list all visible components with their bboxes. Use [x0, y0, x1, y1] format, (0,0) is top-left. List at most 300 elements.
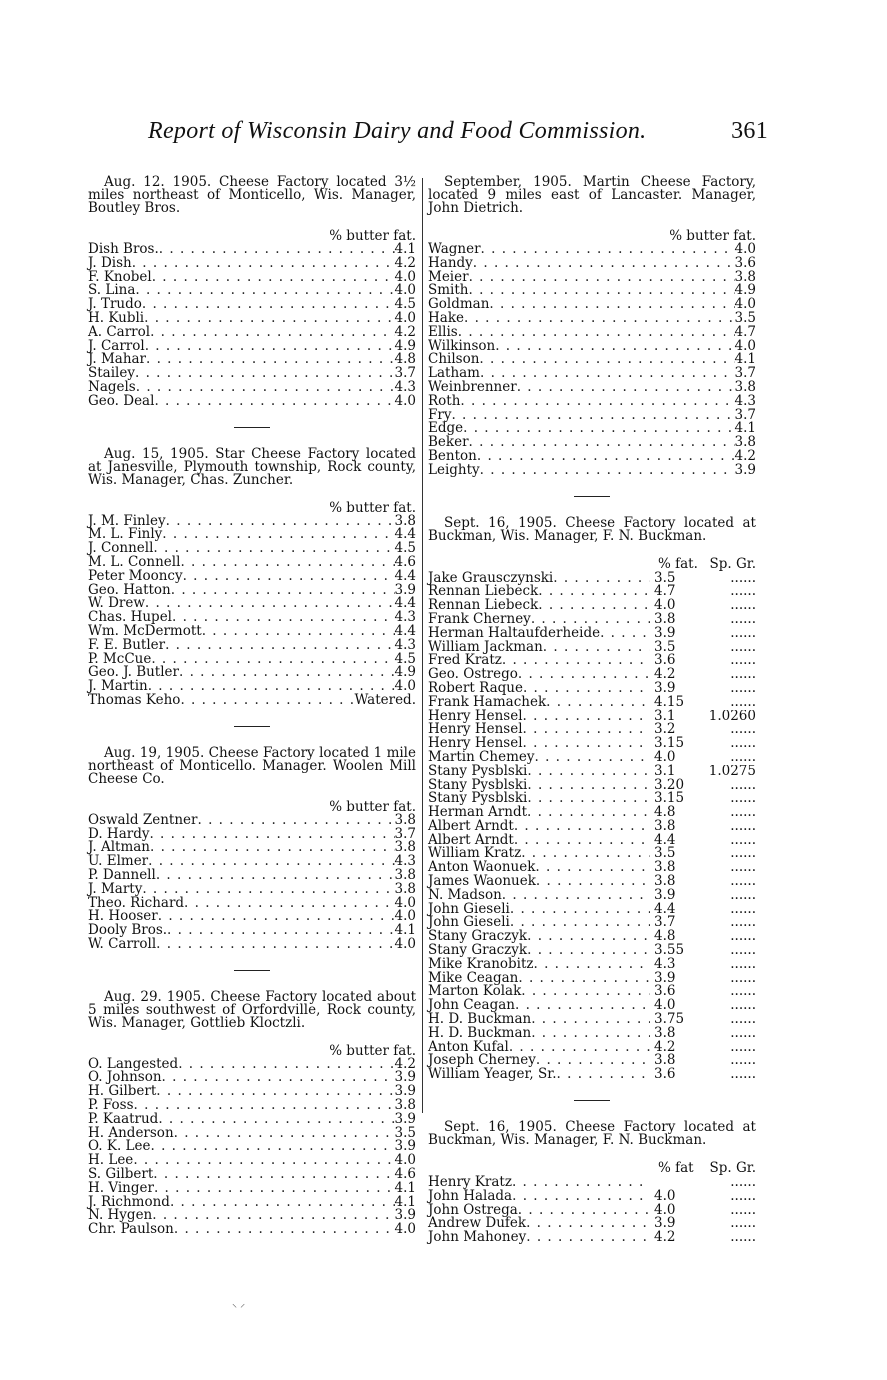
- fat-value: 4.3: [394, 636, 416, 653]
- specific-gravity: ......: [730, 1176, 756, 1190]
- specific-gravity: ......: [730, 833, 756, 848]
- fat-value: 3.6: [654, 1066, 676, 1083]
- patron-name: John Gieseli: [428, 914, 510, 931]
- section-intro: Aug. 29. 1905. Cheese Factory located about 5 miles southwest of Orfordville, Rock county, Wis. Manager, Gottlieb Kloctzli.: [88, 988, 416, 1031]
- fat-value: 4.8: [394, 351, 416, 368]
- fat-value: 3.9: [394, 1069, 416, 1086]
- leader-dots: [146, 353, 395, 367]
- specific-gravity: ......: [730, 737, 756, 751]
- patron-name: N. Hygen: [88, 1207, 153, 1224]
- patron-name: Henry Hensel: [428, 735, 523, 752]
- table-row: [88, 1085, 416, 1099]
- patron-name: F. E. Butler: [88, 636, 166, 653]
- fat-value: 4.2: [394, 1055, 416, 1072]
- patron-name: Beker: [428, 434, 469, 451]
- patron-name: H. Anderson: [88, 1124, 174, 1141]
- table-row: [428, 436, 756, 450]
- fat-value: 3.8: [394, 880, 416, 897]
- patron-name: J. Marty: [88, 880, 143, 897]
- patron-name: Jake Grausczynski: [428, 569, 554, 586]
- patron-name: O. Langested: [88, 1055, 179, 1072]
- patron-name: Mike Ceagan: [428, 969, 519, 986]
- table-row: [428, 422, 756, 436]
- table-row: [88, 935, 416, 952]
- leader-dots: [133, 1154, 394, 1168]
- leader-dots: [502, 654, 650, 668]
- specific-gravity: ......: [730, 668, 756, 682]
- fat-value: 3.1: [654, 762, 676, 779]
- leader-dots: [531, 1027, 650, 1041]
- leader-dots: [174, 1127, 395, 1141]
- leader-dots: [458, 326, 735, 340]
- fat-value: 4.0: [734, 241, 756, 257]
- patron-name: Goldman: [428, 296, 490, 313]
- leader-dots: [515, 999, 650, 1013]
- leader-dots: [180, 556, 394, 570]
- fat-value: 4.0: [394, 309, 416, 326]
- leader-dots: [464, 312, 735, 326]
- patron-name: Albert Arndt: [428, 831, 514, 848]
- fat-value: 3.5: [394, 1124, 416, 1141]
- leader-dots: [480, 464, 735, 478]
- fat-value: 4.0: [394, 282, 416, 299]
- patron-name: John Gieseli: [428, 900, 510, 917]
- fat-value: 3.8: [734, 434, 756, 451]
- leader-dots: [527, 930, 650, 944]
- leader-dots: [543, 641, 650, 655]
- specific-gravity: ......: [730, 571, 756, 586]
- fat-value: 3.8: [654, 1024, 676, 1041]
- specific-gravity: ......: [730, 944, 756, 958]
- patron-name: Meier: [428, 268, 469, 285]
- butter-fat-header: % butter fat.: [329, 1042, 416, 1059]
- fat-value: 4.8: [654, 804, 676, 821]
- leader-dots: [451, 409, 734, 423]
- patron-name: Chr. Paulson: [88, 1221, 174, 1238]
- table-row: [88, 392, 416, 409]
- leader-dots: [527, 779, 650, 793]
- section-separator: [574, 1100, 610, 1101]
- leader-dots: [197, 814, 394, 828]
- patron-name: W. Drew: [88, 595, 145, 612]
- fat-value: 4.9: [734, 282, 756, 299]
- table-row: [88, 1223, 416, 1237]
- patron-name: O. K. Lee: [88, 1138, 151, 1155]
- gravity-header: Sp. Gr.: [709, 555, 756, 572]
- leader-dots: [162, 528, 394, 542]
- patron-name: Frank Cherney: [428, 610, 531, 627]
- table-row: [428, 392, 756, 409]
- fat-value: 3.8: [394, 811, 416, 828]
- section-separator: [234, 970, 270, 971]
- patron-name: H. D. Buckman: [428, 1011, 532, 1028]
- fat-value: 3.9: [734, 461, 756, 478]
- leader-dots: [534, 751, 650, 765]
- patron-name: Stany Graczyk: [428, 942, 528, 959]
- fat-value: 4.3: [394, 853, 416, 870]
- leader-dots: [145, 597, 395, 611]
- table-row: [428, 309, 756, 326]
- patron-name: Marton Kolak: [428, 983, 522, 1000]
- patron-name: Benton: [428, 447, 477, 464]
- leader-dots: [154, 1182, 395, 1196]
- specific-gravity: ......: [730, 999, 756, 1014]
- patron-name: D. Hardy: [88, 825, 150, 842]
- patron-name: Chilson: [428, 351, 480, 368]
- fat-value: 3.9: [394, 1138, 416, 1155]
- fat-value: 4.3: [654, 955, 676, 972]
- fat-value: 3.15: [654, 735, 685, 752]
- fat-header: % fat: [658, 1160, 694, 1177]
- leader-dots: [179, 666, 395, 680]
- specific-gravity: 1.0275: [708, 764, 756, 779]
- fat-value: 3.20: [654, 776, 685, 793]
- leader-dots: [546, 696, 650, 710]
- leader-dots: [159, 243, 395, 257]
- fat-value: 4.4: [654, 831, 676, 848]
- patron-name: Dish Bros.: [88, 241, 159, 257]
- patron-name: Stailey: [88, 365, 135, 382]
- fat-value: 3.8: [394, 512, 416, 529]
- leader-dots: [460, 395, 734, 409]
- fat-value: 4.1: [734, 420, 756, 437]
- leader-dots: [150, 841, 395, 855]
- leader-dots: [523, 723, 650, 737]
- fat-value: 4.0: [654, 1201, 676, 1218]
- leader-dots: [150, 1140, 394, 1154]
- specific-gravity: ......: [730, 985, 756, 1000]
- patron-name: Stany Pysblski: [428, 790, 528, 807]
- patron-name: J. M. Finley: [88, 512, 166, 529]
- fat-value: 4.2: [394, 254, 416, 271]
- table-row: [88, 367, 416, 381]
- specific-gravity: ......: [730, 654, 756, 669]
- fat-value: 3.9: [394, 581, 416, 598]
- patron-name: F. Knobel: [88, 268, 152, 285]
- leader-dots: [162, 1071, 395, 1085]
- leader-dots: [523, 710, 650, 724]
- specific-gravity: ......: [730, 599, 756, 613]
- patron-name: James Waonuek: [428, 873, 536, 890]
- fat-value: 3.5: [654, 638, 676, 655]
- leader-dots: [600, 627, 650, 641]
- patron-name: William Jackman: [428, 638, 543, 655]
- fat-value: 4.0: [654, 748, 676, 765]
- patron-name: John Halada: [428, 1187, 513, 1204]
- leader-dots: [154, 395, 394, 409]
- patron-name: Geo. Deal: [88, 392, 155, 409]
- leader-dots: [170, 1196, 395, 1210]
- leader-dots: [149, 828, 394, 842]
- specific-gravity: ......: [730, 778, 756, 793]
- patron-name: William Yeager, Sr.: [428, 1066, 557, 1083]
- patron-name: Geo. Hatton: [88, 581, 171, 598]
- fat-value: 3.9: [394, 1207, 416, 1224]
- fat-value: 3.15: [654, 790, 685, 807]
- fat-value: 3.8: [734, 378, 756, 395]
- fat-value: 4.0: [654, 1187, 676, 1204]
- table-row: [428, 461, 756, 478]
- leader-dots: [531, 1013, 650, 1027]
- specific-gravity: ......: [730, 695, 756, 710]
- patron-name: Peter Mooncy: [88, 567, 183, 584]
- section-intro: Aug. 12. 1905. Cheese Factory located 3½ miles northeast of Monticello, Wis. Manager, Boutley Bros.: [88, 174, 416, 216]
- patron-name: Wilkinson: [428, 337, 496, 354]
- fat-value: 4.7: [654, 583, 676, 600]
- fat-value: 3.9: [654, 679, 676, 696]
- page-footer-mark: ⸌ ⸍: [232, 1303, 246, 1314]
- leader-dots: [518, 668, 650, 682]
- patron-name: U. Elmer: [88, 853, 149, 870]
- table-row: [428, 378, 756, 395]
- fat-value: 4.8: [654, 928, 676, 945]
- patron-name: J. Trudo: [88, 296, 142, 313]
- table-row: [428, 254, 756, 271]
- leader-dots: [148, 855, 394, 869]
- fat-value: 4.1: [394, 922, 416, 939]
- fat-value: 4.4: [654, 900, 676, 917]
- specific-gravity: ......: [730, 1231, 756, 1246]
- leader-dots: [184, 897, 394, 911]
- leader-dots: [469, 284, 735, 298]
- patron-name: J. Dish: [88, 254, 132, 271]
- fat-value: 4.5: [394, 540, 416, 557]
- patron-name: William Kratz: [428, 845, 522, 862]
- leader-dots: [510, 916, 650, 930]
- report-section: [88, 744, 416, 971]
- specific-gravity: ......: [730, 792, 756, 807]
- fat-value: 3.8: [654, 859, 676, 876]
- patron-name: Henry Kratz: [428, 1174, 512, 1191]
- patron-name: P. Kaatrud: [88, 1110, 159, 1127]
- fat-value: 4.1: [734, 351, 756, 368]
- patron-name: J. Martin: [88, 678, 148, 695]
- section-intro: Aug. 15, 1905. Star Cheese Factory located at Janesville, Plymouth township, Rock county, Wis. Manager, Chas. Zuncher.: [88, 445, 416, 488]
- patron-name: H. Kubli: [88, 309, 145, 326]
- leader-dots: [202, 625, 395, 639]
- patron-name: H. Lee: [88, 1152, 134, 1169]
- butter-fat-header: % butter fat.: [329, 798, 416, 815]
- patron-name: Edge: [428, 420, 464, 437]
- fat-value: 4.1: [394, 241, 416, 257]
- butter-fat-header: % butter fat.: [669, 228, 756, 244]
- patron-name: Smith: [428, 282, 469, 299]
- fat-value: 3.7: [734, 406, 756, 423]
- patron-name: Chas. Hupel: [88, 609, 172, 626]
- fat-value: 3.8: [654, 610, 676, 627]
- specific-gravity: ......: [730, 847, 756, 862]
- leader-dots: [479, 353, 734, 367]
- fat-value: 4.1: [394, 1193, 416, 1210]
- specific-gravity: ......: [730, 1054, 756, 1069]
- patron-name: Wagner: [428, 241, 481, 257]
- patron-name: Wm. McDermott: [88, 622, 202, 639]
- fat-value: 4.0: [394, 392, 416, 409]
- specific-gravity: ......: [730, 957, 756, 972]
- section-separator: [234, 427, 270, 428]
- butter-fat-header: % butter fat.: [329, 499, 416, 516]
- fat-value: 4.0: [734, 337, 756, 354]
- leader-dots: [557, 1068, 650, 1082]
- report-section: [88, 445, 416, 727]
- fat-value: 4.9: [394, 664, 416, 681]
- leader-dots: [158, 910, 395, 924]
- column-divider: [422, 178, 423, 1113]
- fat-value: 4.0: [394, 268, 416, 285]
- fat-value: 3.8: [654, 873, 676, 890]
- report-section: [88, 176, 416, 428]
- leader-dots: [135, 284, 394, 298]
- report-section: [88, 988, 416, 1238]
- fat-value: 4.2: [654, 666, 676, 683]
- patron-name: Herman Arndt: [428, 804, 528, 821]
- leader-dots: [527, 806, 650, 820]
- patron-name: Robert Raque: [428, 679, 523, 696]
- patron-name: Frank Hamachek: [428, 693, 547, 710]
- leader-dots: [171, 584, 395, 598]
- fat-value: 4.5: [394, 650, 416, 667]
- left-column: [88, 176, 416, 1237]
- fat-value: 4.2: [394, 323, 416, 340]
- patron-name: Albert Arndt: [428, 817, 514, 834]
- table-row: [428, 243, 756, 257]
- fat-value: 4.6: [394, 553, 416, 570]
- leader-dots: [167, 924, 394, 938]
- leader-dots: [132, 257, 395, 271]
- leader-dots: [156, 1085, 394, 1099]
- patron-name: J. Carrol: [88, 337, 145, 354]
- leader-dots: [481, 243, 735, 257]
- specific-gravity: ......: [730, 819, 756, 834]
- patron-name: M. L. Finly: [88, 526, 163, 543]
- fat-value: 3.8: [734, 268, 756, 285]
- leader-dots: [152, 1209, 394, 1223]
- fat-value: 3.9: [654, 624, 676, 641]
- patron-name: Rennan Liebeck: [428, 583, 539, 600]
- leader-dots: [521, 847, 650, 861]
- fat-value: 3.5: [734, 309, 756, 326]
- patron-name: Stany Pysblski: [428, 776, 528, 793]
- leader-dots: [144, 312, 394, 326]
- leader-dots: [527, 792, 650, 806]
- fat-value: 4.4: [394, 567, 416, 584]
- fat-value: 3.8: [654, 817, 676, 834]
- fat-value: 4.6: [394, 1166, 416, 1183]
- leader-dots: [538, 599, 650, 613]
- patron-name: Henry Hensel: [428, 707, 523, 724]
- fat-value: 3.8: [394, 1097, 416, 1114]
- fat-value: 4.1: [394, 1179, 416, 1196]
- patron-name: P. Dannell: [88, 866, 156, 883]
- patron-name: Roth: [428, 392, 461, 409]
- patron-name: Fry: [428, 406, 452, 423]
- leader-dots: [480, 367, 735, 381]
- leader-dots: [156, 869, 395, 883]
- fat-value: 4.4: [394, 622, 416, 639]
- table-row: [428, 1068, 756, 1082]
- leader-dots: [158, 1113, 394, 1127]
- leader-dots: [526, 1231, 650, 1245]
- fat-value: 3.9: [654, 969, 676, 986]
- section-separator: [234, 726, 270, 727]
- specific-gravity: ......: [730, 902, 756, 917]
- leader-dots: [136, 381, 395, 395]
- fat-value: 4.5: [394, 296, 416, 313]
- fat-value: 4.0: [394, 1152, 416, 1169]
- fat-value: 4.0: [734, 296, 756, 313]
- specific-gravity: ......: [730, 612, 756, 627]
- table-row: [88, 1140, 416, 1154]
- fat-value: 3.7: [734, 365, 756, 382]
- leader-dots: [469, 436, 735, 450]
- fat-value: 3.7: [654, 914, 676, 931]
- patron-name: Ellis: [428, 323, 458, 340]
- fat-value: 4.15: [654, 693, 685, 710]
- table-row: [428, 298, 756, 312]
- leader-dots: [527, 944, 650, 958]
- specific-gravity: ......: [730, 1040, 756, 1055]
- leader-dots: [145, 340, 395, 354]
- fat-value: 4.0: [394, 894, 416, 911]
- patron-name: Anton Waonuek: [428, 859, 536, 876]
- section-intro: September, 1905. Martin Cheese Factory, located 9 miles east of Lancaster. Manager, John Dietrich.: [428, 174, 756, 216]
- specific-gravity: ......: [730, 723, 756, 738]
- leader-dots: [510, 903, 650, 917]
- patron-name: Geo. Ostrego: [428, 666, 518, 683]
- patron-name: Stany Pysblski: [428, 762, 528, 779]
- specific-gravity: ......: [730, 626, 756, 641]
- fat-value: 3.7: [394, 825, 416, 842]
- patron-name: A. Carrol: [88, 323, 151, 340]
- leader-dots: [165, 639, 394, 653]
- leader-dots: [469, 271, 735, 285]
- leader-dots: [156, 938, 394, 952]
- fat-value: 4.3: [734, 392, 756, 409]
- patron-name: W. Carroll: [88, 935, 157, 952]
- fat-value: 3.8: [394, 866, 416, 883]
- specific-gravity: ......: [730, 888, 756, 903]
- patron-name: P. McCue: [88, 650, 152, 667]
- fat-header: % fat.: [658, 555, 698, 572]
- patron-name: J. Richmond: [88, 1193, 170, 1210]
- table-row: [88, 353, 416, 367]
- fat-value: 4.0: [654, 597, 676, 614]
- leader-dots: [526, 1217, 650, 1231]
- patron-name: John Ostrega: [428, 1201, 518, 1218]
- leader-dots: [134, 1099, 395, 1113]
- patron-name: Anton Kufal: [428, 1038, 509, 1055]
- leader-dots: [523, 737, 650, 751]
- leader-dots: [178, 1058, 394, 1072]
- patron-name: J. Mahar: [88, 351, 147, 368]
- fat-value: 4.2: [654, 1038, 676, 1055]
- section-intro: Aug. 19, 1905. Cheese Factory located 1 mile northeast of Monticello. Manager. Woolen Mill Cheese Co.: [88, 744, 416, 787]
- leader-dots: [151, 653, 394, 667]
- page-header: [148, 118, 768, 145]
- report-section: [428, 514, 756, 1101]
- fat-value: 3.9: [394, 1083, 416, 1100]
- fat-value: 4.4: [394, 595, 416, 612]
- page-number: 361: [731, 118, 768, 144]
- patron-name: H. Vinger: [88, 1179, 154, 1196]
- patron-name: Andrew Dufek: [428, 1215, 527, 1232]
- patron-name: Oswald Zentner: [88, 811, 198, 828]
- fat-value: Watered.: [354, 691, 416, 708]
- fat-value: 4.2: [734, 447, 756, 464]
- patron-name: J. Connell: [88, 540, 154, 557]
- specific-gravity: ......: [730, 1068, 756, 1083]
- fat-value: 4.0: [394, 908, 416, 925]
